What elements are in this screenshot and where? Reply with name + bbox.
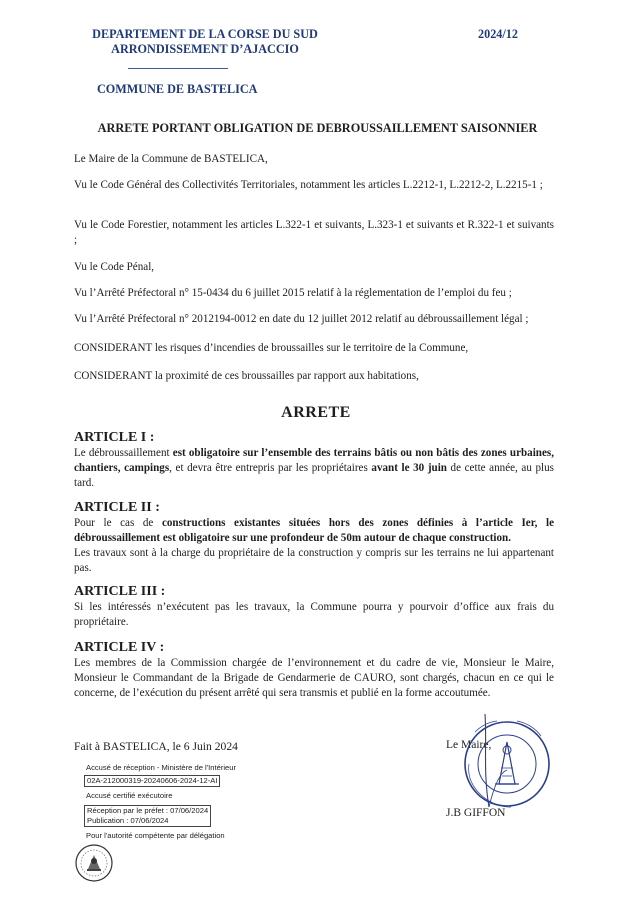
department-name: DEPARTEMENT DE LA CORSE DU SUD xyxy=(92,27,318,41)
preamble-vu-code-penal: Vu le Code Pénal, xyxy=(74,261,155,273)
arrete-heading: ARRETE xyxy=(281,404,351,421)
article-2-heading: ARTICLE II : xyxy=(74,500,160,515)
article-1-heading: ARTICLE I : xyxy=(74,430,155,445)
article-4-heading: ARTICLE IV : xyxy=(74,640,165,655)
preamble-vu-arrete-2012: Vu l’Arrêté Préfectoral n° 2012194-0012 en date du 12 juillet 2012 relatif au débroussaillement légal ; xyxy=(74,313,529,325)
preamble-vu-code-forestier: Vu le Code Forestier, notamment les articles L.322-1 et suivants, L.323-1 et suivants et R.322-1 et suivants ; xyxy=(74,219,554,246)
signing-place-date: Fait à BASTELICA, le 6 Juin 2024 xyxy=(74,740,238,753)
receipt-title: Accusé de réception - Ministère de l'Intérieur xyxy=(86,763,237,772)
article-4-text: Les membres de la Commission chargée de l’environnement et du cadre de vie, Monsieur le Maire, Monsieur le Commandant de la Brigade de Gendarmerie de CAURO, sont chargés, chacun en ce qui le concerne, de l’exécution du présent arrêté qui sera transmis et publié en la forme accoutumée. xyxy=(74,657,554,699)
signature-label: Le Maire, xyxy=(446,739,492,751)
commune-name: COMMUNE DE BASTELICA xyxy=(97,82,258,96)
signature-name: J.B GIFFON xyxy=(446,807,506,819)
mayor-seal-icon xyxy=(455,712,555,817)
arrondissement-name: ARRONDISSEMENT D’AJACCIO xyxy=(111,42,299,56)
article-2-text: Pour le cas de constructions existantes situées hors des zones définies à l’article Ier, le débroussaillement est obligatoire sur une profondeur de 50m autour de chaque construction. Les travaux sont à la charge du propriétaire de la construction y compris sur les terrains ne lui appartenant pas. xyxy=(74,517,554,574)
article-3-heading: ARTICLE III : xyxy=(74,584,166,599)
document-title: ARRETE PORTANT OBLIGATION DE DEBROUSSAILLEMENT SAISONNIER xyxy=(97,121,538,135)
receipt-identifier: 02A-212000319-20240606-2024-12-AI xyxy=(84,775,220,787)
preamble-vu-arrete-2015: Vu l’Arrêté Préfectoral n° 15-0434 du 6 juillet 2015 relatif à la réglementation de l’emploi du feu ; xyxy=(74,287,512,299)
preamble-considerant-proximite: CONSIDERANT la proximité de ces broussailles par rapport aux habitations, xyxy=(74,370,419,382)
department-header xyxy=(75,27,335,57)
article-3-text: Si les intéressés n’exécutent pas les travaux, la Commune pourra y pourvoir d’office aux frais du propriétaire. xyxy=(74,601,554,628)
receipt-authority: Pour l'autorité compétente par délégation xyxy=(86,831,225,840)
receipt-certified: Accusé certifié exécutoire xyxy=(86,791,173,800)
header-divider xyxy=(128,68,228,69)
receipt-publication-date: Publication : 07/06/2024 xyxy=(87,816,169,825)
preamble-maire: Le Maire de la Commune de BASTELICA, xyxy=(74,153,268,165)
preamble-considerant-risques: CONSIDERANT les risques d’incendies de broussailles sur le territoire de la Commune, xyxy=(74,342,469,354)
preamble-vu-cgct: Vu le Code Général des Collectivités Territoriales, notamment les articles L.2212-1, L.2212-2, L.2215-1 ; xyxy=(74,179,543,191)
receipt-dates-box xyxy=(84,805,211,827)
republic-seal-icon xyxy=(74,843,114,883)
article-1-text: Le débroussaillement est obligatoire sur l’ensemble des terrains bâtis ou non bâtis des zones urbaines, chantiers, campings, et devra être entrepris par les propriétaires avant le 30 juin de cette année, au plus tard. xyxy=(74,447,554,489)
receipt-stamp xyxy=(84,763,236,840)
decree-reference: 2024/12 xyxy=(478,27,518,41)
receipt-prefect-date: Réception par le préfet : 07/06/2024 xyxy=(87,806,209,815)
